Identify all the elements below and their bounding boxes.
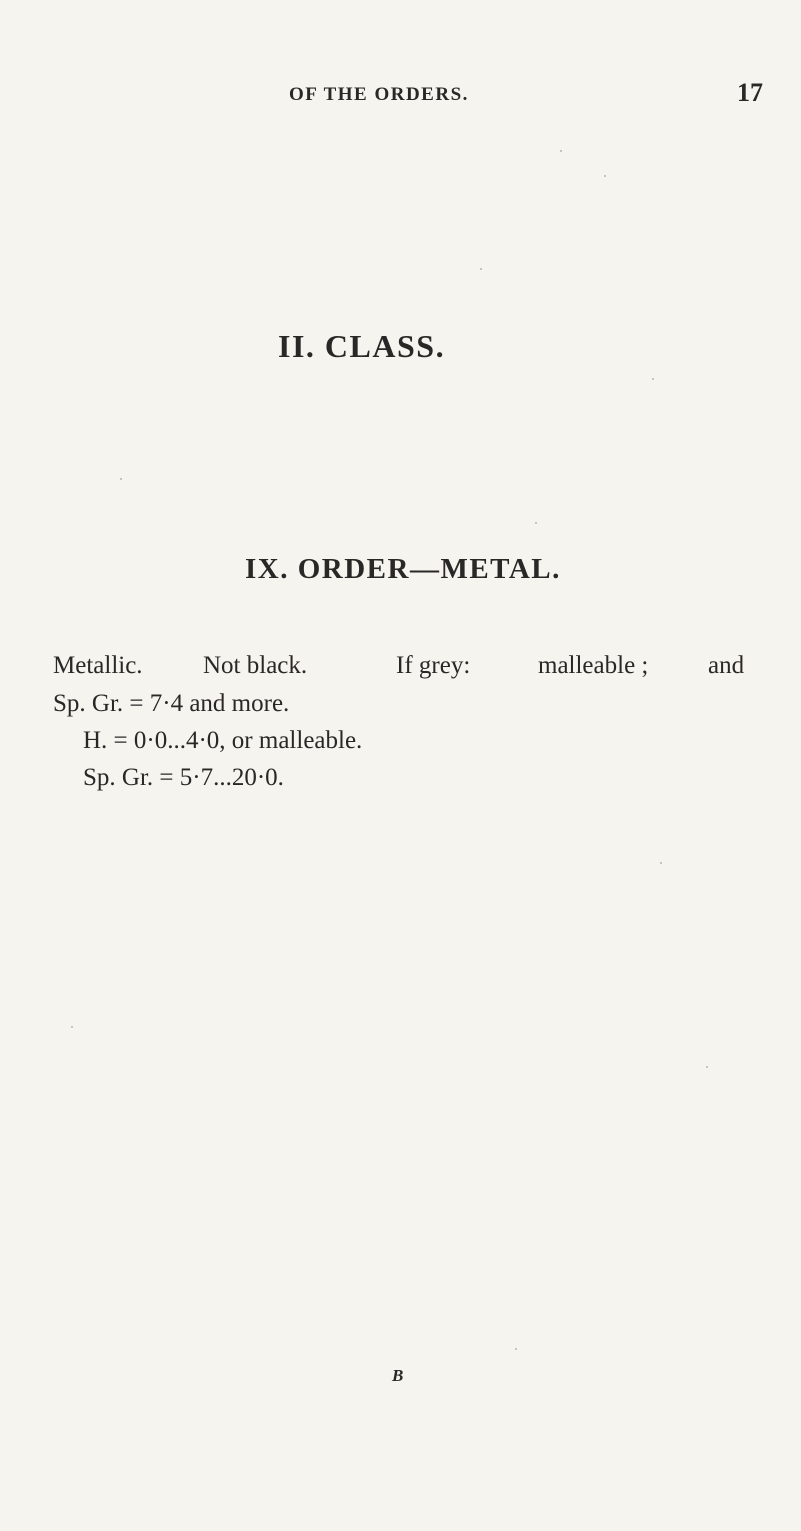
paper-speck [604,175,606,177]
signature-mark: B [392,1366,404,1385]
paper-speck [120,478,122,480]
characteristics-line-4: Sp. Gr. = 5·7...20·0. [83,764,284,791]
class-heading: II. CLASS. [278,328,446,364]
paper-speck [480,268,482,270]
and-text: and [708,652,745,679]
page-number: 17 [737,78,763,107]
characteristics-line-3: H. = 0·0...4·0, or malleable. [83,727,363,754]
metallic-text: Metallic. [53,652,143,679]
paper-speck [660,862,662,864]
if-grey-text: If grey: [396,652,471,679]
characteristics-line-2: Sp. Gr. = 7·4 and more. [53,690,290,717]
not-black-text: Not black. [203,652,308,679]
paper-speck [535,522,537,524]
running-head: OF THE ORDERS. [289,84,469,105]
paper-speck [515,1348,517,1350]
paper-speck [652,378,654,380]
paper-speck [71,1026,73,1028]
malleable-text: malleable ; [538,652,649,679]
order-heading: IX. ORDER—METAL. [245,553,561,585]
paper-speck [706,1066,708,1068]
paper-speck [560,150,562,152]
